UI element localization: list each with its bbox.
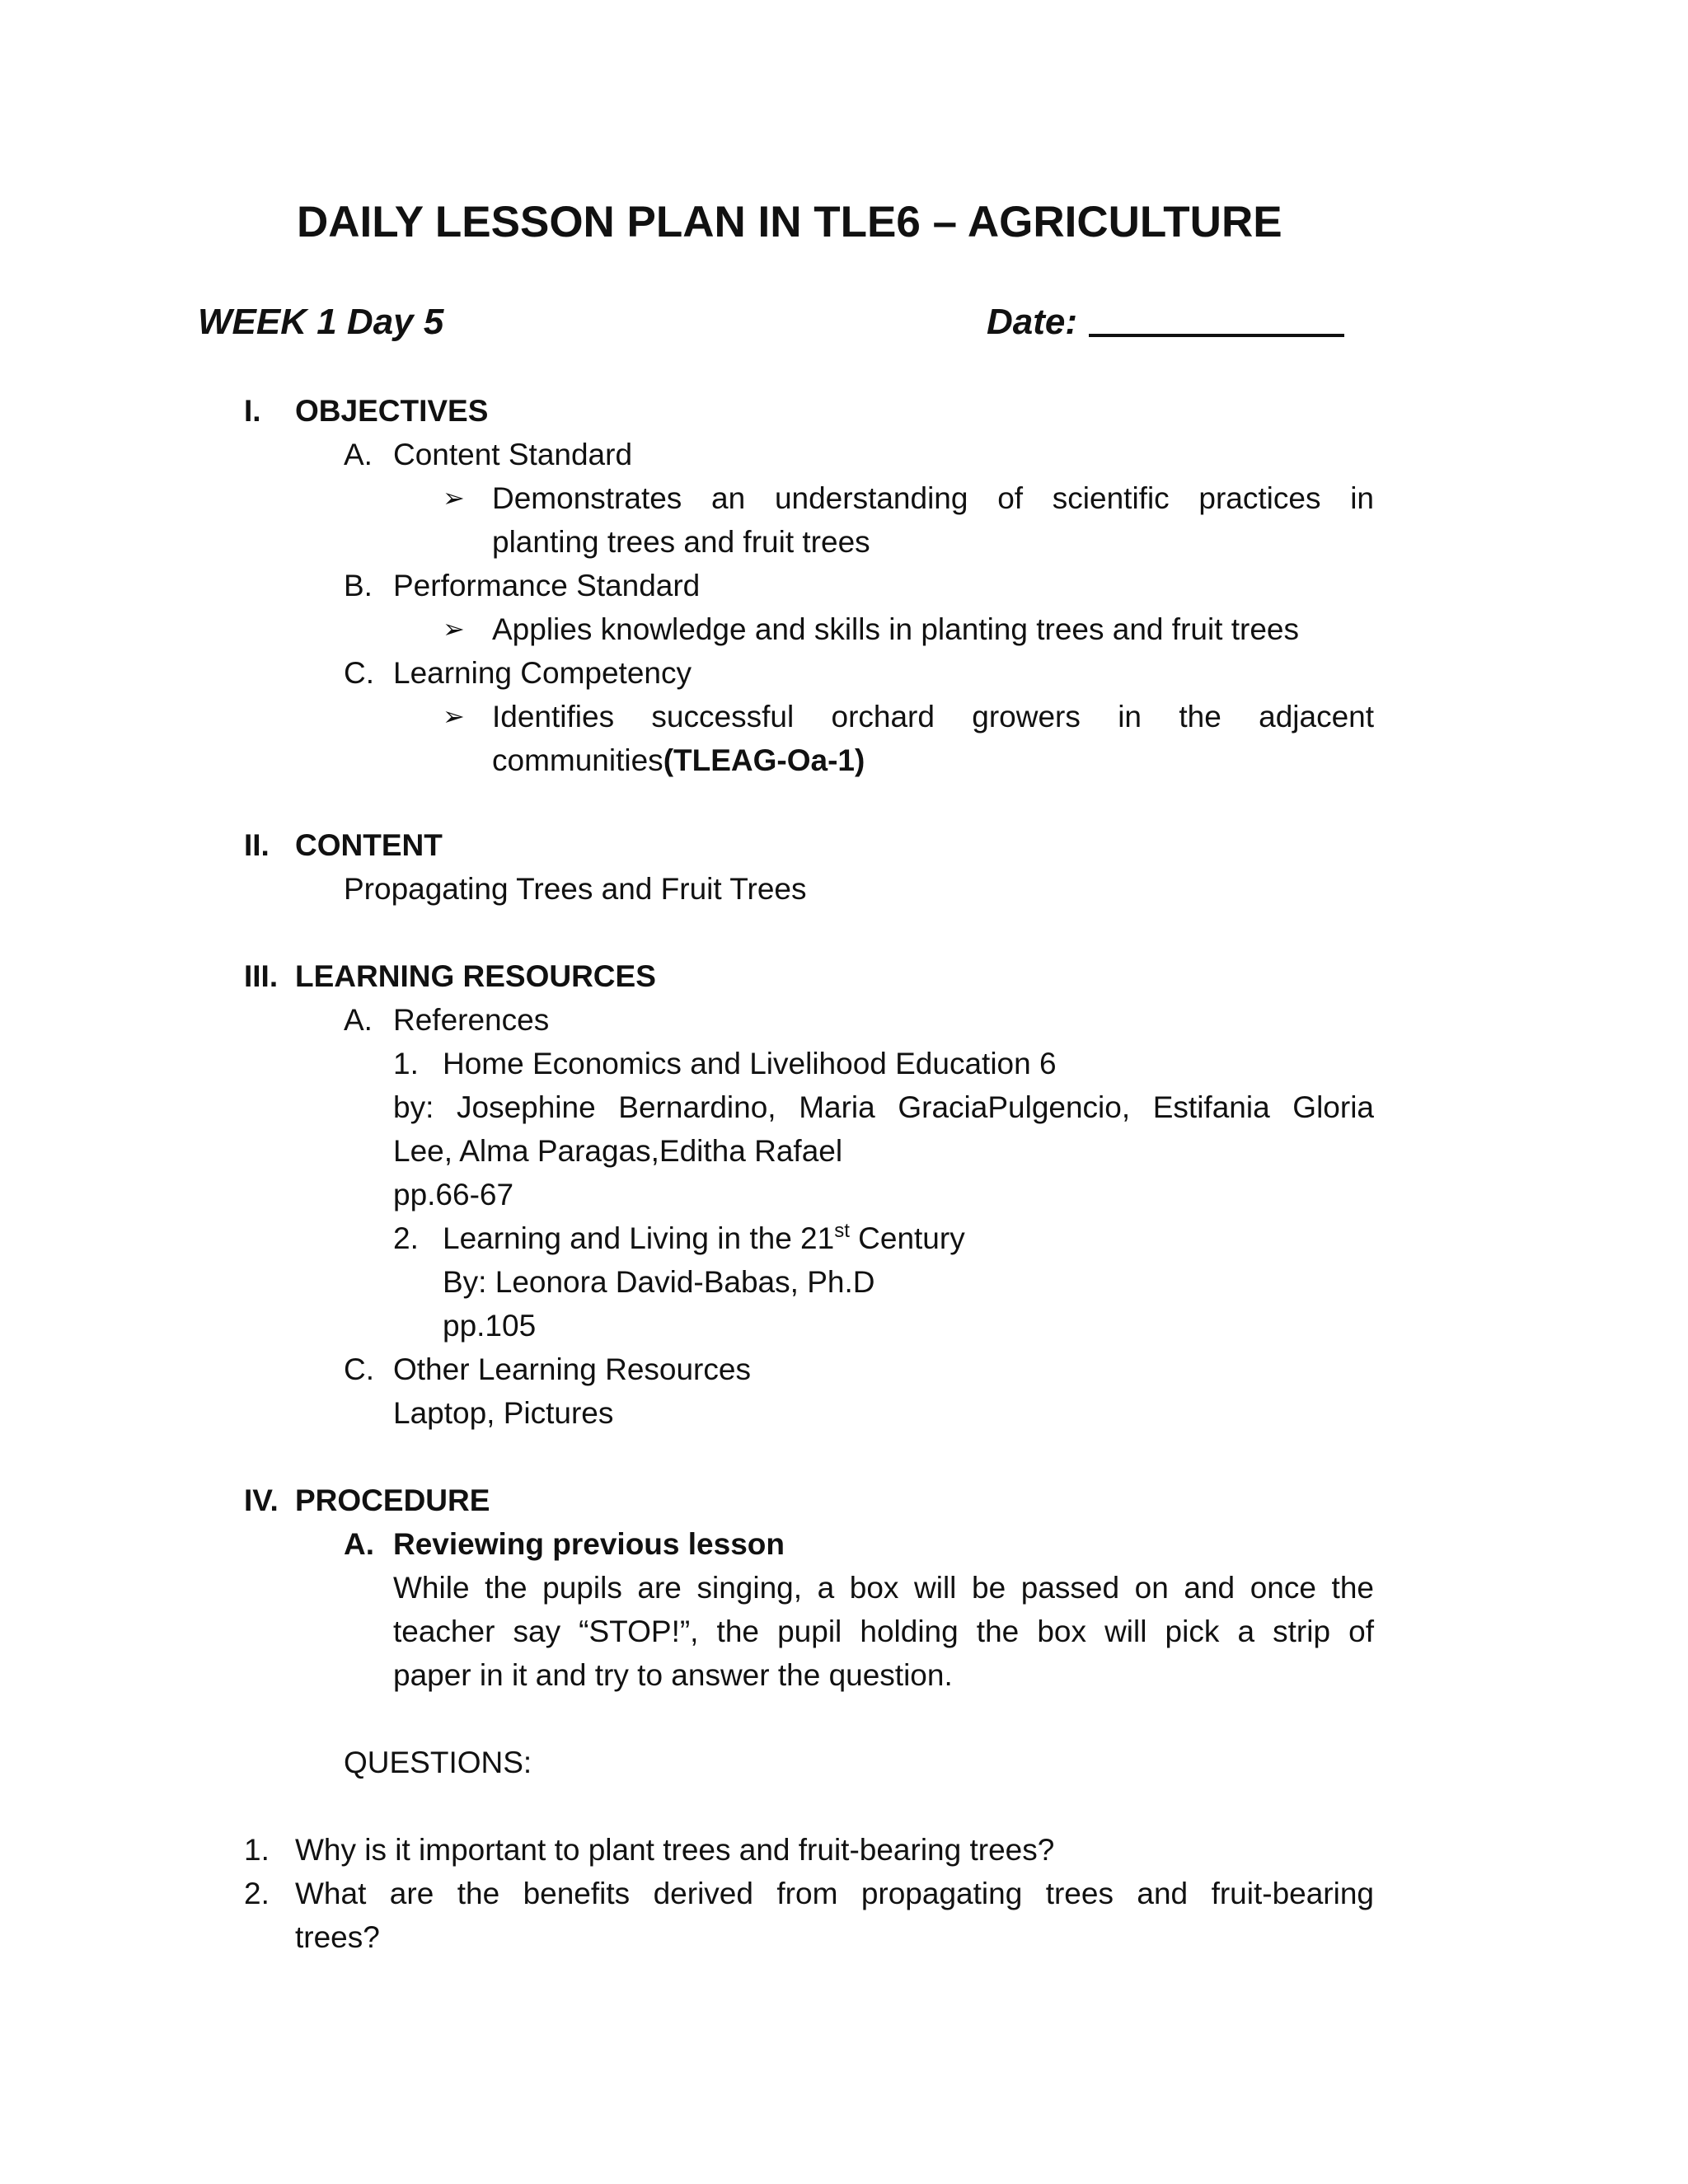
learning-competency-text: communities: [492, 743, 663, 777]
section-number-objectives: I.: [244, 394, 261, 428]
performance-standard-label: Performance Standard: [393, 569, 701, 602]
other-resources-text: Laptop, Pictures: [393, 1396, 614, 1430]
arrow-bullet-icon: ➢: [443, 614, 465, 644]
reference-1-pages: pp.66-67: [393, 1178, 514, 1212]
reference-number-2: 2.: [393, 1221, 419, 1255]
date-label: Date:: [987, 302, 1078, 342]
references-label: References: [393, 1003, 550, 1037]
reference-number-1: 1.: [393, 1047, 419, 1080]
competency-code: (TLEAG-Oa-1): [663, 743, 865, 777]
reviewing-lesson-label: Reviewing previous lesson: [393, 1527, 785, 1561]
reference-2-title-sup: st: [834, 1220, 850, 1242]
subsection-letter-a: A.: [344, 1003, 373, 1037]
reference-1-authors-line1: by: Josephine Bernardino, Maria GraciaPulgencio, Estifania Gloria: [393, 1090, 1374, 1124]
arrow-bullet-icon: ➢: [443, 701, 465, 731]
question-2-text-line1: What are the benefits derived from propagating trees and fruit-bearing: [295, 1877, 1374, 1910]
question-1-text: Why is it important to plant trees and fruit-bearing trees?: [295, 1833, 1055, 1867]
section-heading-procedure: PROCEDURE: [295, 1483, 490, 1517]
question-number-2: 2.: [244, 1877, 270, 1910]
content-standard-label: Content Standard: [393, 438, 633, 471]
learning-competency-label: Learning Competency: [393, 656, 692, 690]
content-standard-text-line2: planting trees and fruit trees: [492, 525, 870, 559]
subsection-letter-b: B.: [344, 569, 373, 602]
reference-1-title: Home Economics and Livelihood Education 6: [443, 1047, 1057, 1080]
section-heading-objectives: OBJECTIVES: [295, 394, 489, 428]
section-number-resources: III.: [244, 959, 279, 993]
section-number-content: II.: [244, 828, 270, 862]
reviewing-lesson-text-line1: While the pupils are singing, a box will be passed on and once the: [393, 1571, 1374, 1605]
learning-competency-text-line2: [492, 738, 865, 782]
section-number-procedure: IV.: [244, 1483, 279, 1517]
reference-2-author: By: Leonora David-Babas, Ph.D: [443, 1265, 875, 1299]
learning-competency-text-line1: Identifies successful orchard growers in the adjacent: [492, 700, 1374, 733]
content-text: Propagating Trees and Fruit Trees: [344, 872, 807, 906]
section-heading-resources: LEARNING RESOURCES: [295, 959, 656, 993]
content-standard-text-line1: Demonstrates an understanding of scientific practices in: [492, 481, 1374, 515]
reviewing-lesson-text-line2: teacher say “STOP!”, the pupil holding the box will pick a strip of: [393, 1615, 1374, 1648]
subsection-letter-c: C.: [344, 656, 374, 690]
other-resources-label: Other Learning Resources: [393, 1352, 751, 1386]
performance-standard-text: Applies knowledge and skills in planting trees and fruit trees: [492, 612, 1300, 646]
week-day-label: WEEK 1 Day 5: [198, 302, 444, 342]
question-2-text-line2: trees?: [295, 1920, 380, 1954]
arrow-bullet-icon: ➢: [443, 483, 465, 513]
document-title: DAILY LESSON PLAN IN TLE6 – AGRICULTURE: [297, 198, 1282, 246]
reference-2-pages: pp.105: [443, 1309, 537, 1343]
date-field: [987, 299, 1344, 345]
questions-label: QUESTIONS:: [344, 1746, 532, 1779]
section-heading-content: CONTENT: [295, 828, 443, 862]
reference-2-title: [443, 1216, 965, 1260]
subsection-letter-a: A.: [344, 1527, 374, 1561]
date-blank-line: [1089, 334, 1344, 337]
reference-1-authors-line2: Lee, Alma Paragas,Editha Rafael: [393, 1134, 843, 1168]
question-number-1: 1.: [244, 1833, 270, 1867]
reference-2-title-post: Century: [849, 1221, 965, 1255]
reviewing-lesson-text-line3: paper in it and try to answer the question.: [393, 1658, 953, 1692]
subsection-letter-a: A.: [344, 438, 373, 471]
subsection-letter-c: C.: [344, 1352, 374, 1386]
reference-2-title-pre: Learning and Living in the 21: [443, 1221, 835, 1255]
